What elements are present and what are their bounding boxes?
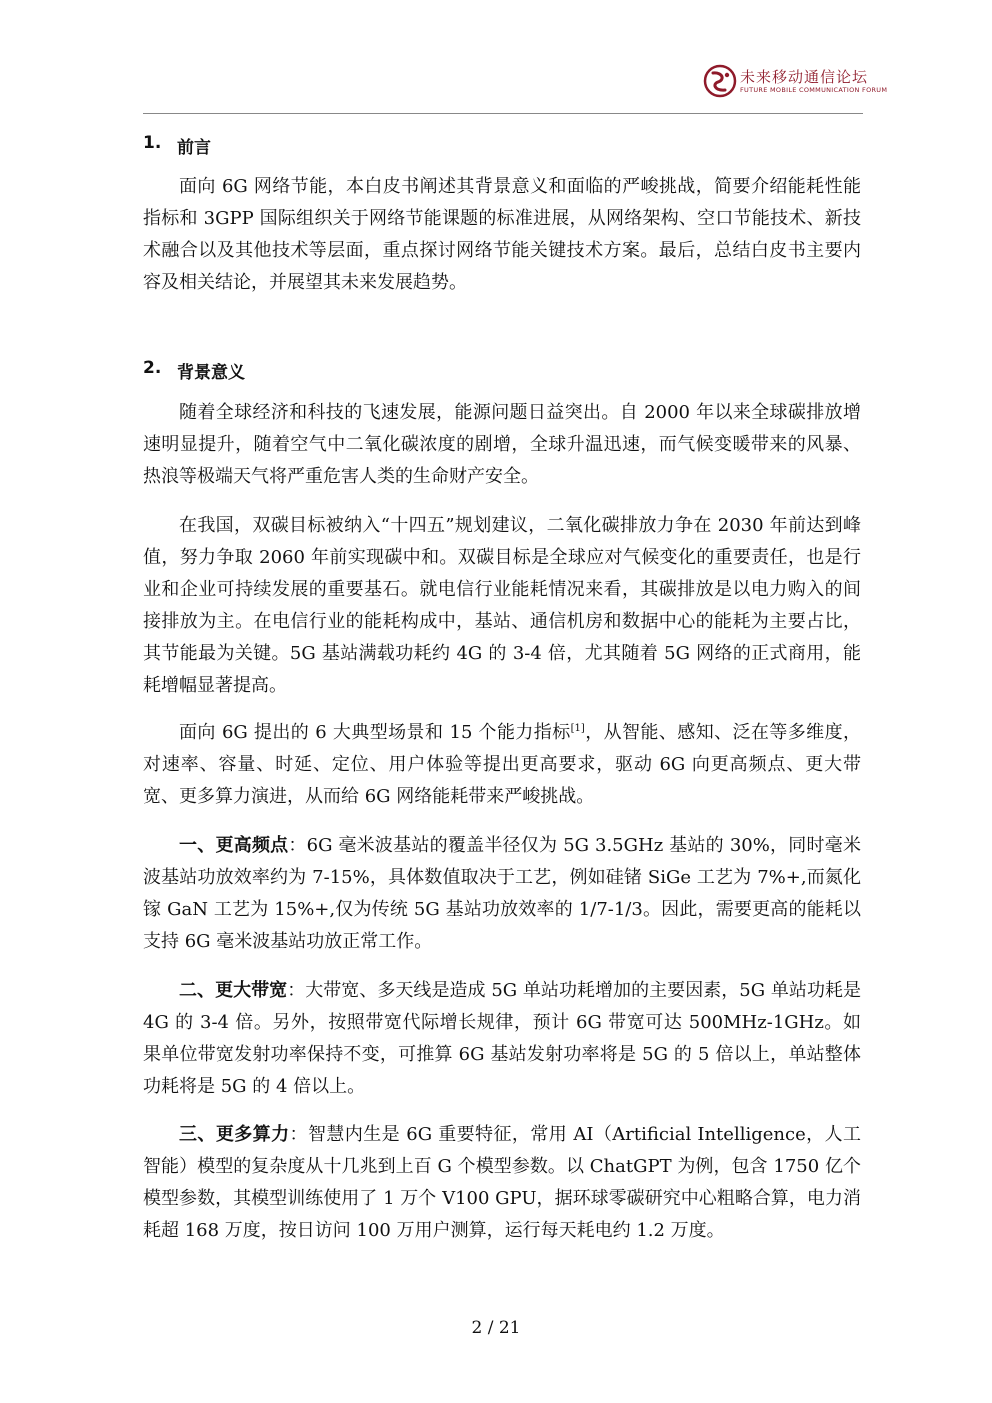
point-body: ：智慧内生是 6G 重要特征，常用 AI（Artificial Intelligence，人工智能）模型的复杂度从十几兆到上百 G 个模型参数。以 ChatGPT 为例，包含 1750 亿个模型参数，其模型训练使用了 1 万个 V100 GPU，据环球零碳研究中心粗略合算，电力消耗超 168 万度，按日访问 100 万用户测算，运行每天耗电约 1.2 万度。 [143,1124,861,1241]
higher-frequency-paragraph [143,830,861,958]
forum-logo [703,64,887,98]
point-body: ：大带宽、多天线是造成 5G 单站功耗增加的主要因素，5G 单站功耗是 4G 的 3-4 倍。另外，按照带宽代际增长规律，预计 6G 带宽可达 500MHz-1GHz。如果单位带宽发射功率保持不变，可推算 6G 基站发射功率将是 5G 的 5 倍以上，单站整体功耗将是 5G 的 4 倍以上。 [143,980,862,1097]
paragraph-text: ，从智能、感知、泛在等多维度，对速率、容量、时延、定位、用户体验等提出更高要求，驱动 6G 向更高频点、更大带宽、更多算力演进，从而给 6G 网络能耗带来严峻挑战。 [143,722,861,807]
point-title: 二、更大带宽 [179,980,288,1001]
background-paragraph-2: 在我国，双碳目标被纳入“十四五”规划建议，二氧化碳排放力争在 2030 年前达到峰值，努力争取 2060 年前实现碳中和。双碳目标是全球应对气候变化的重要责任，也是行业和企业可持续发展的重要基石。就电信行业能耗情况来看，其碳排放是以电力购入的间接排放为主。在电信行业的能耗构成中，基站、通信机房和数据中心的能耗为主要占比，其节能最为关键。5G 基站满载功耗约 4G 的 3-4 倍，尤其随着 5G 网络的正式商用，能耗增幅显著提高。 [143,515,861,696]
forum-logo-icon [703,64,737,98]
section-heading-2 [143,358,245,383]
section-number: 1. [143,133,162,153]
point-title: 一、更高频点 [179,835,289,856]
section-heading-1 [143,133,211,158]
paragraph-text: 面向 6G 提出的 6 大典型场景和 15 个能力指标 [179,722,571,743]
page-number: 2 / 21 [471,1318,521,1338]
more-compute-paragraph [143,1119,861,1247]
section-title: 背景意义 [177,363,245,383]
point-title: 三、更多算力 [179,1124,290,1145]
larger-bandwidth-paragraph [143,975,861,1103]
logo-english-name: FUTURE MOBILE COMMUNICATION FORUM [740,85,888,94]
background-paragraph-1: 随着全球经济和科技的飞速发展，能源问题日益突出。自 2000 年以来全球碳排放增速明显提升，随着空气中二氧化碳浓度的剧增，全球升温迅速，而气候变暖带来的风暴、热浪等极端天气将严重危害人类的生命财产安全。 [143,402,861,487]
logo-chinese-name: 未来移动通信论坛 [740,67,869,86]
header-divider [143,113,863,114]
background-paragraph-3 [143,717,861,813]
point-body: ：6G 毫米波基站的覆盖半径仅为 5G 3.5GHz 基站的 30%，同时毫米波基站功放效率约为 7-15%，具体数值取决于工艺，例如硅锗 SiGe 工艺为 7%+,而氮化镓 GaN 工艺为 15%+,仅为传统 5G 基站功放效率的 1/7-1/3。因此，需要更高的能耗以支持 6G 毫米波基站功放正常工作。 [143,835,862,952]
intro-paragraph: 面向 6G 网络节能，本白皮书阐述其背景意义和面临的严峻挑战，简要介绍能耗性能指标和 3GPP 国际组织关于网络节能课题的标准进展，从网络架构、空口节能技术、新技术融合以及其他技术等层面，重点探讨网络节能关键技术方案。最后，总结白皮书主要内容及相关结论，并展望其未来发展趋势。 [143,176,861,293]
section-number: 2. [143,358,162,378]
section-title: 前言 [177,138,211,158]
citation-reference: [1] [570,723,585,734]
